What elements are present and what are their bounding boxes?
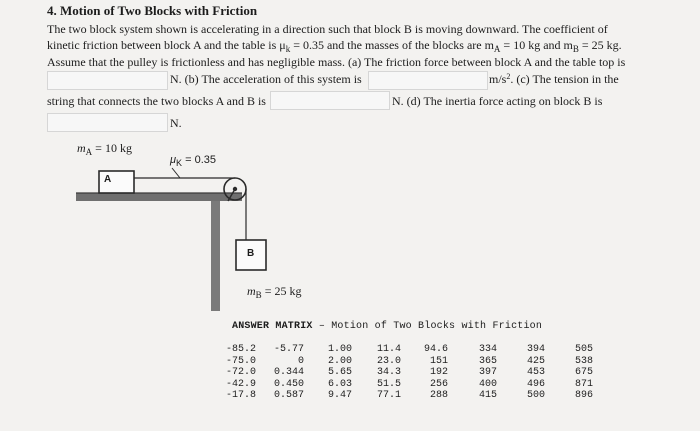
problem-title: 4. Motion of Two Blocks with Friction — [47, 3, 258, 18]
friction-pointer — [172, 168, 180, 178]
table-leg — [211, 201, 220, 311]
mass-a-symbol: m — [77, 141, 86, 155]
problem-line-5b: N. (d) The inertia force acting on block B is — [392, 94, 603, 108]
answer-matrix — [226, 344, 593, 402]
line4-unit: m/s — [489, 72, 507, 86]
answer-matrix-cell: 2.00 — [328, 355, 353, 367]
answer-matrix-cell: 425 — [527, 355, 546, 367]
answer-matrix-label: ANSWER MATRIX — [232, 321, 313, 332]
answer-matrix-cell: 505 — [575, 344, 594, 355]
mu-value: = 0.35 — [182, 154, 216, 166]
answer-matrix-cell: 334 — [479, 344, 498, 355]
answer-matrix-cell: 6.03 — [328, 378, 353, 390]
block-a-label: A — [104, 174, 112, 185]
answer-matrix-cell: 23.0 — [377, 355, 402, 367]
answer-matrix-cell: 453 — [527, 367, 546, 378]
mass-b-label — [247, 284, 301, 299]
answer-matrix-cell: -85.2 — [226, 344, 257, 355]
problem-line-5a: string that connects the two blocks A and B is — [47, 94, 266, 108]
answer-matrix-cell: 151 — [430, 355, 449, 367]
problem-line-1: The two block system shown is accelerating in a direction such that block B is moving downward. The coefficient of — [47, 22, 608, 36]
answer-matrix-row — [226, 367, 593, 379]
answer-matrix-cell: 51.5 — [377, 378, 402, 390]
answer-matrix-cell: 256 — [430, 378, 449, 390]
answer-matrix-cell: 192 — [430, 367, 449, 378]
answer-matrix-dash: – — [312, 321, 332, 332]
line2-text-c: = 10 kg and m — [500, 38, 573, 52]
line2-text-b: = 0.35 and the masses of the blocks are m — [290, 38, 494, 52]
answer-matrix-cell: 397 — [479, 367, 498, 378]
answer-matrix-cell: -72.0 — [226, 367, 257, 378]
mass-b-value: = 25 kg — [261, 284, 302, 298]
answer-matrix-subtitle: Motion of Two Blocks with Friction — [331, 321, 543, 332]
answer-matrix-cell: 0 — [298, 355, 305, 367]
answer-matrix-cell: 94.6 — [424, 344, 449, 355]
answer-matrix-row — [226, 356, 593, 368]
answer-matrix-cell: 288 — [430, 390, 449, 401]
answer-matrix-cell: 0.450 — [274, 378, 305, 390]
mass-b-sub: B — [255, 290, 262, 300]
answer-matrix-cell: 34.3 — [377, 367, 402, 378]
answer-matrix-cell: 0.587 — [274, 390, 305, 401]
mass-a-value: = 10 kg — [92, 141, 132, 155]
mu-label — [170, 154, 216, 166]
mu-sub: K — [176, 158, 183, 168]
block-b-label: B — [247, 248, 255, 259]
table-top — [76, 193, 242, 201]
mass-a-label — [77, 141, 132, 156]
line2-sub-k: k — [285, 44, 291, 54]
line2-text-d: = 25 kg. — [578, 38, 622, 52]
answer-matrix-cell: 500 — [527, 390, 546, 401]
answer-matrix-cell: 1.00 — [328, 344, 353, 355]
line4-text-c: . (c) The tension in the — [510, 72, 619, 86]
problem-line-6: N. — [170, 116, 182, 130]
answer-matrix-cell: 538 — [575, 355, 594, 367]
answer-matrix-cell: -75.0 — [226, 355, 257, 367]
mu-symbol: μ — [170, 154, 177, 166]
line2-sub-a: A — [493, 44, 501, 54]
answer-matrix-cell: 896 — [575, 390, 594, 401]
answer-matrix-cell: 400 — [479, 378, 498, 390]
answer-matrix-cell: -5.77 — [274, 344, 305, 355]
answer-matrix-title — [232, 321, 542, 332]
answer-matrix-cell: 9.47 — [328, 390, 353, 401]
mass-b-symbol: m — [247, 284, 256, 298]
problem-line-4a: N. (b) The acceleration of this system is — [170, 72, 362, 86]
answer-matrix-cell: 11.4 — [377, 344, 402, 355]
line4-unit-sup: 2 — [506, 72, 511, 81]
answer-matrix-cell: 394 — [527, 344, 546, 355]
answer-matrix-cell: 871 — [575, 378, 594, 390]
answer-matrix-cell: -42.9 — [226, 378, 257, 390]
answer-matrix-cell: 415 — [479, 390, 498, 401]
answer-matrix-cell: 675 — [575, 367, 594, 378]
answer-matrix-cell: 77.1 — [377, 390, 402, 401]
answer-matrix-cell: 0.344 — [274, 367, 305, 378]
line2-text-a: kinetic friction between block A and the table is μ — [47, 38, 286, 52]
mass-a-sub: A — [85, 147, 93, 157]
answer-matrix-cell: 5.65 — [328, 367, 353, 378]
line2-sub-b: B — [572, 44, 579, 54]
answer-matrix-row — [226, 344, 593, 356]
answer-matrix-row — [226, 390, 593, 402]
answer-matrix-cell: 365 — [479, 355, 498, 367]
answer-matrix-row — [226, 379, 593, 391]
answer-matrix-cell: -17.8 — [226, 390, 257, 401]
problem-line-3: Assume that the pulley is frictionless and has negligible mass. (a) The friction force between block A and the table top is — [47, 55, 626, 69]
answer-matrix-cell: 496 — [527, 378, 546, 390]
